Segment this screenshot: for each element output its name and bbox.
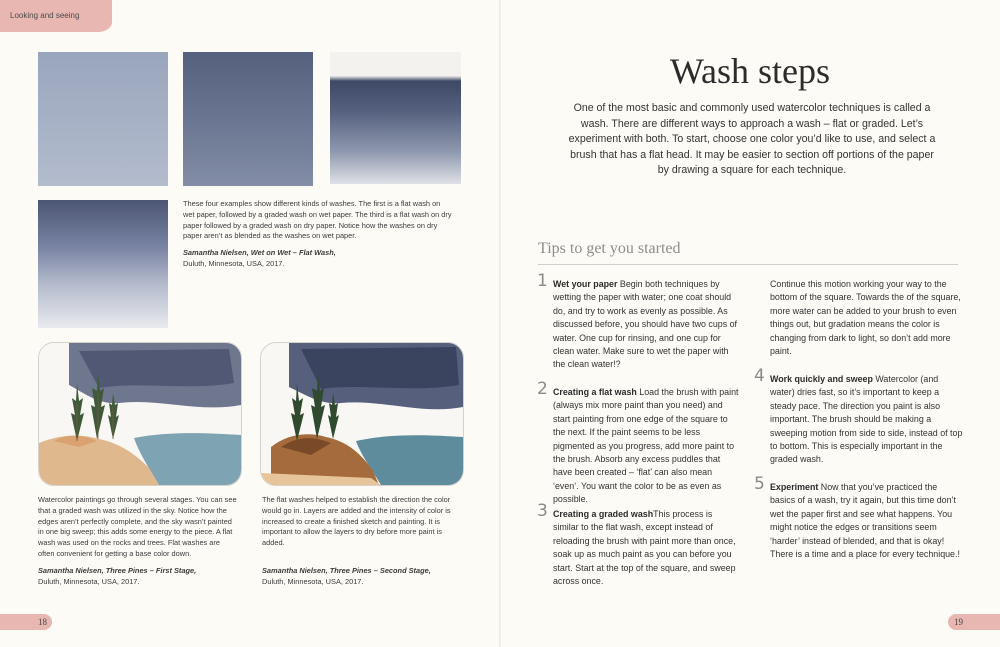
step-number: 5 xyxy=(754,474,765,494)
step-title: Experiment xyxy=(770,482,819,492)
step-text: Begin both techniques by wetting the paper with water; one coat should do, and try to work as evenly as possible. As discussed before, you should have two cups of water. One cup for rinsing, and one cup for clean water. Make sure to wet the paper with the clean water!? xyxy=(553,279,738,370)
washes-caption-credit: Samantha Nielsen, Wet on Wet – Flat Wash, xyxy=(183,248,336,258)
second-stage-caption-credit: Samantha Nielsen, Three Pines – Second Stage, xyxy=(262,565,431,575)
step-number: 3 xyxy=(537,501,548,521)
step-number: 4 xyxy=(754,366,765,386)
step-3 xyxy=(537,501,739,588)
step-title: Work quickly and sweep xyxy=(770,374,873,384)
second-stage-caption-place: Duluth, Minnesota, USA, 2017. xyxy=(262,576,364,586)
three-pines-second-stage-painting xyxy=(260,342,464,486)
step-number: 1 xyxy=(537,271,548,291)
step-text: This process is similar to the flat wash, except instead of reloading the brush with paint more than once, soak up as much paint as you can before you start. Start at the top of the square, and sweep across once. xyxy=(553,509,736,587)
step-text: Watercolor (and water) dries fast, so it’s important to keep a steady pace. The direction you paint is also important. The brush should be making a sweeping motion from side to side, instead of top to bottom. This is especially important in the graded wash. xyxy=(770,374,963,465)
step-title: Creating a graded wash xyxy=(553,509,654,519)
second-stage-caption-text: The flat washes helped to establish the direction the color would go in. Layers are added and the intensity of color is increased to create a finished sketch and painting. It is important to allow the layers to dry before more paint is added. xyxy=(262,495,451,548)
right-page xyxy=(500,0,1000,647)
step-4 xyxy=(754,366,964,467)
first-stage-caption-text: Watercolor paintings go through several stages. You can see that a graded wash was utilized in the sky. Notice how the edges aren’t perfectly complete, and the sky wasn’t painted in one big sweep; this adds some energy to the piece. A flat wash was used on the rocks and trees. Flat washes are often convenient for getting a base color down. xyxy=(38,495,237,558)
step-3-continued xyxy=(770,278,964,358)
first-stage-caption-place: Duluth, Minnesota, USA, 2017. xyxy=(38,576,140,586)
step-2 xyxy=(537,379,739,507)
step-text: Continue this motion working your way to the bottom of the square. Towards the of the square, more water can be added to your brush to even things out, but gradation means the color is changing from dark to light, so don’t add more paint. xyxy=(770,279,961,357)
flat-wash-wet-swatch xyxy=(38,52,168,186)
tips-divider xyxy=(538,264,958,265)
step-text: Load the brush with paint (always mix more paint than you need) and start painting from one edge of the square to the next. If the paint seems to be less pigmented as you progress, add more paint to the brush. Absorb any excess puddles that have been created – ‘flat’ can also mean ‘even’. You want the color to be as even as possible. xyxy=(553,387,739,505)
washes-caption-place: Duluth, Minnesota, USA, 2017. xyxy=(183,258,285,268)
first-stage-caption-credit: Samantha Nielsen, Three Pines – First Stage, xyxy=(38,565,197,575)
step-title: Creating a flat wash xyxy=(553,387,637,397)
page-number-right: 19 xyxy=(948,614,1000,630)
step-number: 2 xyxy=(537,379,548,399)
intro-paragraph: One of the most basic and commonly used watercolor techniques is called a wash. There are different ways to approach a wash – flat or graded. Let’s experiment with both. To start, choose one color you’d like to use, and select a brush that has a flat head. It may be easier to section off portions of the paper by drawing a square for each technique. xyxy=(568,102,936,176)
second-stage-caption xyxy=(262,495,452,588)
three-pines-first-stage-painting xyxy=(38,342,242,486)
step-1 xyxy=(537,271,739,372)
washes-caption-text: These four examples show different kinds of washes. The first is a flat wash on wet paper, followed by a graded wash on wet paper. The third is a flat wash on dry paper followed by a graded wash on dry paper. Notice how the washes on dry paper aren’t as blended as the washes on wet paper. xyxy=(183,199,452,241)
graded-wash-wet-swatch xyxy=(183,52,313,186)
page-number-left: 18 xyxy=(0,614,52,630)
section-label: Looking and seeing xyxy=(10,11,80,20)
step-5 xyxy=(754,474,964,561)
first-stage-caption xyxy=(38,495,238,587)
washes-caption xyxy=(183,199,453,270)
section-tab xyxy=(0,0,112,32)
step-text: Now that you’ve practiced the basics of a wash, try it again, but this time don’t wet the paper first and see what happens. You might notice the edges or transitions seem ‘harder’ instead of blended, and that is okay! There is a time and a place for every technique.! xyxy=(770,482,960,560)
flat-wash-dry-swatch xyxy=(330,52,461,184)
tips-heading: Tips to get you started xyxy=(538,240,681,257)
graded-wash-dry-swatch xyxy=(38,200,168,328)
step-title: Wet your paper xyxy=(553,279,618,289)
page-title: Wash steps xyxy=(669,51,831,91)
